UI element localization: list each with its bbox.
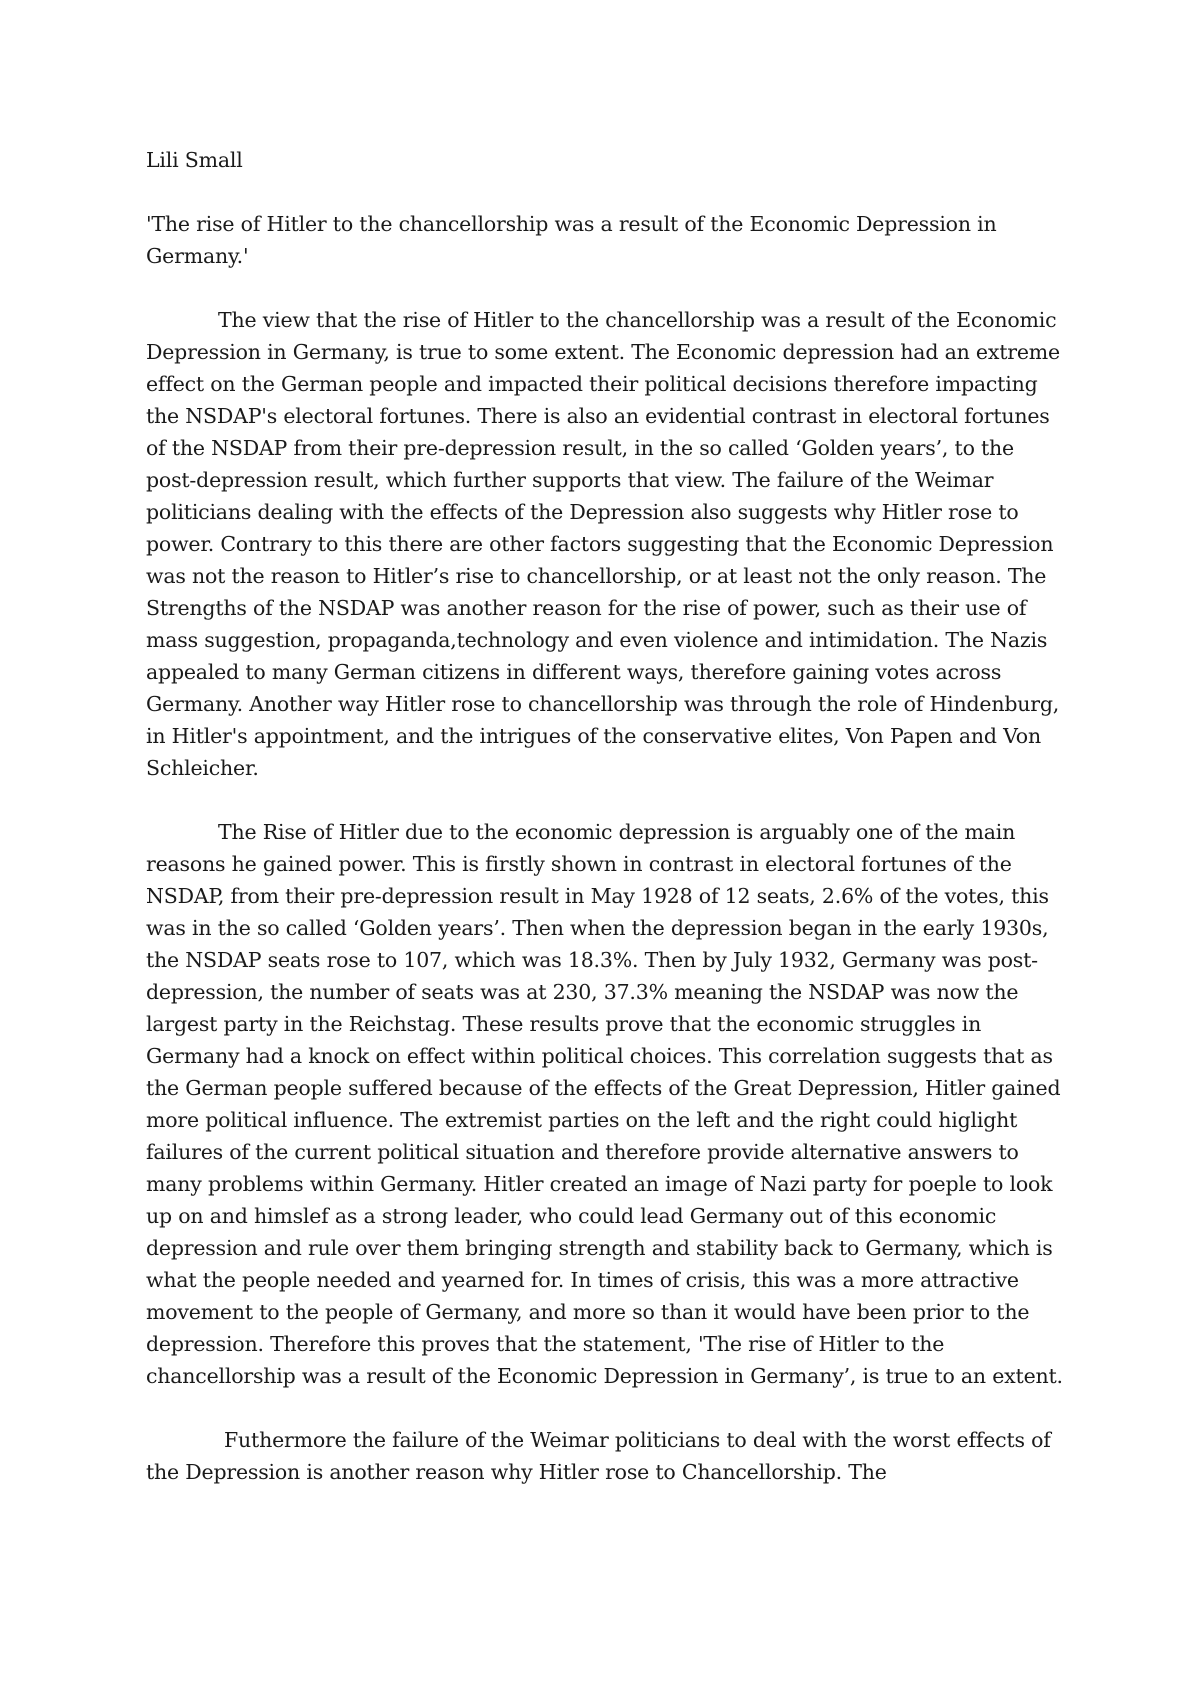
paragraph-weimar-failure: Futhermore the failure of the Weimar politicians to deal with the worst effects of the Depression is another reason why Hitler rose to Chancellorship. The [146,1428,1051,1484]
document-body [146,144,1066,1488]
paragraph-economic-depression: The Rise of Hitler due to the economic depression is arguably one of the main reasons he gained power. This is firstly shown in contrast in electoral fortunes of the NSDAP, from their pre-depression result in May 1928 of 12 seats, 2.6% of the votes, this was in the so called ‘Golden years’. Then when the depression began in the early 1930s, the NSDAP seats rose to 107, which was 18.3%. Then by July 1932, Germany was post-depression, the number of seats was at 230, 37.3% meaning the NSDAP was now the largest party in the Reichstag. These results prove that the economic struggles in Germany had a knock on effect within political choices. This correlation suggests that as the German people suffered because of the effects of the Great Depression, Hitler gained more political influence. The extremist parties on the left and the right could higlight failures of the current political situation and therefore provide alternative answers to many problems within Germany. Hitler created an image of Nazi party for poeple to look up on and himslef as a strong leader, who could lead Germany out of this economic depression and rule over them bringing strength and stability back to Germany, which is what the people needed and yearned for. In times of crisis, this was a more attractive movement to the people of Germany, and more so than it would have been prior to the depression. Therefore this proves that the statement, 'The rise of Hitler to the chancellorship was a result of the Economic Depression in Germany’, is true to an extent. [146,820,1063,1388]
paragraph-introduction: The view that the rise of Hitler to the chancellorship was a result of the Economic Depression in Germany, is true to some extent. The Economic depression had an extreme effect on the German people and impacted their political decisions therefore impacting the NSDAP's electoral fortunes. There is also an evidential contrast in electoral fortunes of the NSDAP from their pre-depression result, in the so called ‘Golden years’, to the post-depression result, which further supports that view. The failure of the Weimar politicians dealing with the effects of the Depression also suggests why Hitler rose to power. Contrary to this there are other factors suggesting that the Economic Depression was not the reason to Hitler’s rise to chancellorship, or at least not the only reason. The Strengths of the NSDAP was another reason for the rise of power, such as their use of mass suggestion, propaganda,technology and even violence and intimidation. The Nazis appealed to many German citizens in different ways, therefore gaining votes across Germany. Another way Hitler rose to chancellorship was through the role of Hindenburg, in Hitler's appointment, and the intrigues of the conservative elites, Von Papen and Von Schleicher. [146,308,1060,780]
author-name: Lili Small [146,148,243,172]
essay-title: 'The rise of Hitler to the chancellorship was a result of the Economic Depression in Germany.' [146,212,997,268]
